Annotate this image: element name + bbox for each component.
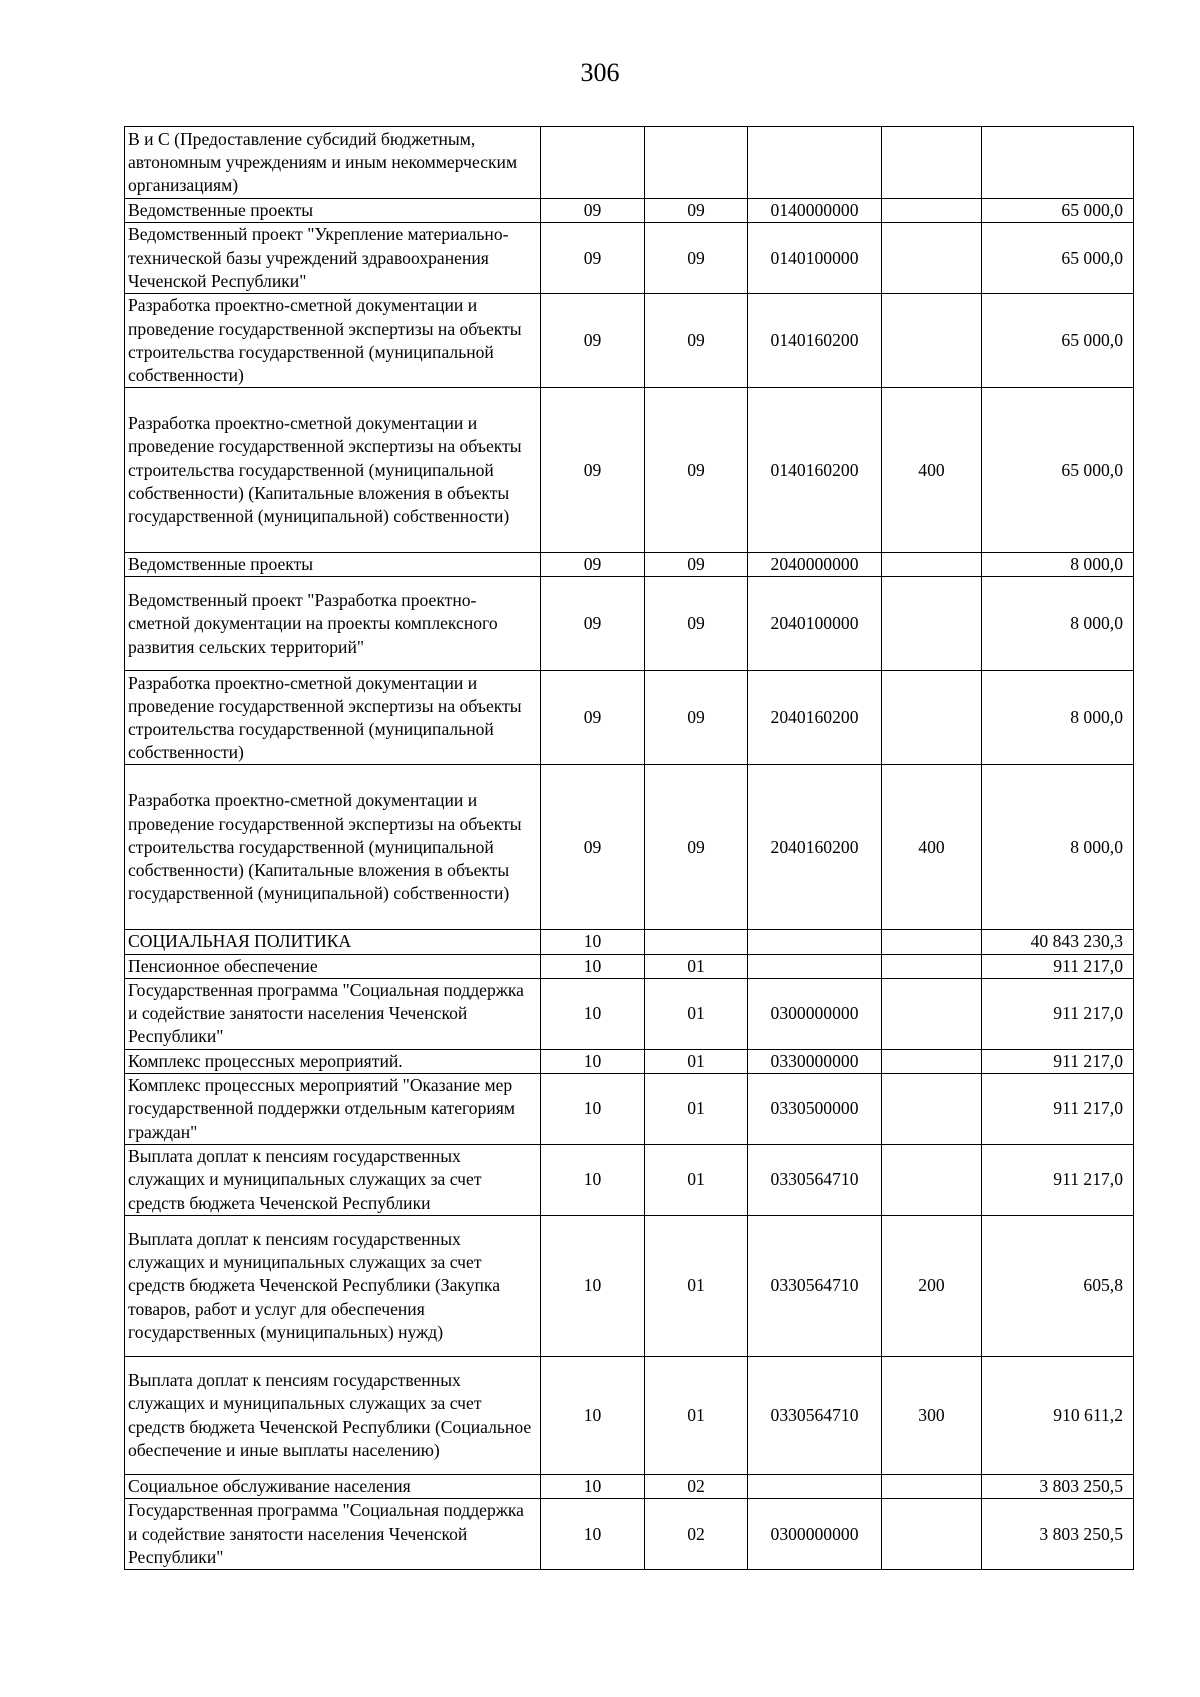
- row-expense-type: [882, 930, 982, 954]
- row-subsection: 09: [645, 199, 748, 223]
- row-expense-type: [882, 223, 982, 294]
- row-target-code: 0330500000: [748, 1074, 882, 1145]
- row-target-code: 2040000000: [748, 553, 882, 577]
- row-section: 10: [541, 1357, 645, 1475]
- row-amount: [982, 127, 1134, 199]
- page-number: 306: [580, 58, 620, 87]
- row-name: Пенсионное обеспечение: [125, 954, 541, 978]
- row-section: 09: [541, 388, 645, 553]
- row-section: 09: [541, 577, 645, 671]
- row-target-code: 0300000000: [748, 978, 882, 1049]
- row-section: 10: [541, 978, 645, 1049]
- row-target-code: 2040160200: [748, 765, 882, 930]
- row-subsection: 01: [645, 1216, 748, 1357]
- row-section: 10: [541, 1499, 645, 1570]
- row-target-code: 0140100000: [748, 223, 882, 294]
- row-subsection: [645, 127, 748, 199]
- row-subsection: 09: [645, 223, 748, 294]
- row-subsection: 09: [645, 294, 748, 388]
- row-expense-type: 400: [882, 765, 982, 930]
- row-expense-type: [882, 954, 982, 978]
- row-expense-type: [882, 1499, 982, 1570]
- row-target-code: 0330564710: [748, 1216, 882, 1357]
- table-row: [125, 1145, 1134, 1216]
- row-section: 10: [541, 1049, 645, 1073]
- row-target-code: [748, 127, 882, 199]
- row-section: 10: [541, 954, 645, 978]
- row-amount: 3 803 250,5: [982, 1475, 1134, 1499]
- row-name: Государственная программа "Социальная поддержка и содействие занятости населения Чеченской Республики": [125, 1499, 541, 1570]
- row-subsection: 01: [645, 1357, 748, 1475]
- row-expense-type: [882, 1074, 982, 1145]
- row-subsection: 09: [645, 577, 748, 671]
- row-amount: 8 000,0: [982, 671, 1134, 765]
- row-name: Комплекс процессных мероприятий "Оказание мер государственной поддержки отдельным категориям граждан": [125, 1074, 541, 1145]
- row-name: Выплата доплат к пенсиям государственных служащих и муниципальных служащих за счет средств бюджета Чеченской Республики: [125, 1145, 541, 1216]
- row-target-code: [748, 930, 882, 954]
- row-target-code: 0330564710: [748, 1145, 882, 1216]
- row-expense-type: 300: [882, 1357, 982, 1475]
- table-row: [125, 671, 1134, 765]
- row-section: 10: [541, 1145, 645, 1216]
- row-name: Комплекс процессных мероприятий.: [125, 1049, 541, 1073]
- row-section: 09: [541, 199, 645, 223]
- table-row: [125, 1475, 1134, 1499]
- row-expense-type: [882, 978, 982, 1049]
- table-row: [125, 765, 1134, 930]
- row-target-code: 2040100000: [748, 577, 882, 671]
- table-row: [125, 930, 1134, 954]
- row-amount: 911 217,0: [982, 1049, 1134, 1073]
- row-name: Ведомственные проекты: [125, 199, 541, 223]
- table-row: [125, 577, 1134, 671]
- row-name: Разработка проектно-сметной документации и проведение государственной экспертизы на объекты строительства государственной (муниципальной собственности) (Капитальные вложения в объекты государственной (муниципальной) собственности): [125, 765, 541, 930]
- table-row: [125, 199, 1134, 223]
- row-subsection: 01: [645, 1049, 748, 1073]
- row-section: 10: [541, 930, 645, 954]
- row-amount: 65 000,0: [982, 388, 1134, 553]
- row-subsection: 01: [645, 954, 748, 978]
- row-section: 09: [541, 553, 645, 577]
- row-amount: 8 000,0: [982, 553, 1134, 577]
- row-subsection: 09: [645, 765, 748, 930]
- row-expense-type: [882, 553, 982, 577]
- row-amount: 8 000,0: [982, 765, 1134, 930]
- row-subsection: 01: [645, 1145, 748, 1216]
- row-subsection: 02: [645, 1475, 748, 1499]
- row-amount: 605,8: [982, 1216, 1134, 1357]
- table-row: [125, 1216, 1134, 1357]
- table-row: [125, 1074, 1134, 1145]
- row-name: Ведомственные проекты: [125, 553, 541, 577]
- row-target-code: 0330564710: [748, 1357, 882, 1475]
- table-row: [125, 127, 1134, 199]
- row-section: 09: [541, 671, 645, 765]
- row-name: Ведомственный проект "Укрепление материально-технической базы учреждений здравоохранения Чеченской Республики": [125, 223, 541, 294]
- table-row: [125, 223, 1134, 294]
- row-amount: 8 000,0: [982, 577, 1134, 671]
- row-amount: 910 611,2: [982, 1357, 1134, 1475]
- row-target-code: 0300000000: [748, 1499, 882, 1570]
- row-name: Разработка проектно-сметной документации и проведение государственной экспертизы на объекты строительства государственной (муниципальной собственности) (Капитальные вложения в объекты государственной (муниципальной) собственности): [125, 388, 541, 553]
- row-expense-type: [882, 577, 982, 671]
- row-amount: 65 000,0: [982, 223, 1134, 294]
- table-row: [125, 1049, 1134, 1073]
- row-subsection: 09: [645, 553, 748, 577]
- row-target-code: [748, 954, 882, 978]
- row-expense-type: 400: [882, 388, 982, 553]
- row-name: СОЦИАЛЬНАЯ ПОЛИТИКА: [125, 930, 541, 954]
- table-row: [125, 1499, 1134, 1570]
- row-subsection: [645, 930, 748, 954]
- row-name: Выплата доплат к пенсиям государственных служащих и муниципальных служащих за счет средств бюджета Чеченской Республики (Социальное обеспечение и иные выплаты населению): [125, 1357, 541, 1475]
- row-section: 09: [541, 294, 645, 388]
- row-section: 10: [541, 1475, 645, 1499]
- row-name: Разработка проектно-сметной документации и проведение государственной экспертизы на объекты строительства государственной (муниципальной собственности): [125, 671, 541, 765]
- row-expense-type: 200: [882, 1216, 982, 1357]
- row-subsection: 01: [645, 978, 748, 1049]
- row-name: Выплата доплат к пенсиям государственных служащих и муниципальных служащих за счет средств бюджета Чеченской Республики (Закупка товаров, работ и услуг для обеспечения государственных (муниципальных) нужд): [125, 1216, 541, 1357]
- row-subsection: 09: [645, 388, 748, 553]
- row-name: Социальное обслуживание населения: [125, 1475, 541, 1499]
- row-section: [541, 127, 645, 199]
- row-target-code: 2040160200: [748, 671, 882, 765]
- row-amount: 3 803 250,5: [982, 1499, 1134, 1570]
- row-name: В и С (Предоставление субсидий бюджетным, автономным учреждениям и иным некоммерческим организациям): [125, 127, 541, 199]
- row-subsection: 09: [645, 671, 748, 765]
- row-section: 09: [541, 765, 645, 930]
- row-expense-type: [882, 1145, 982, 1216]
- row-subsection: 02: [645, 1499, 748, 1570]
- row-name: Разработка проектно-сметной документации и проведение государственной экспертизы на объекты строительства государственной (муниципальной собственности): [125, 294, 541, 388]
- row-amount: 65 000,0: [982, 199, 1134, 223]
- table-row: [125, 978, 1134, 1049]
- row-expense-type: [882, 127, 982, 199]
- row-name: Государственная программа "Социальная поддержка и содействие занятости населения Чеченской Республики": [125, 978, 541, 1049]
- row-amount: 40 843 230,3: [982, 930, 1134, 954]
- table-row: [125, 1357, 1134, 1475]
- table-row: [125, 954, 1134, 978]
- row-expense-type: [882, 1049, 982, 1073]
- row-target-code: 0330000000: [748, 1049, 882, 1073]
- row-subsection: 01: [645, 1074, 748, 1145]
- row-target-code: 0140160200: [748, 294, 882, 388]
- table-row: [125, 388, 1134, 553]
- table-row: [125, 553, 1134, 577]
- row-target-code: 0140160200: [748, 388, 882, 553]
- row-section: 10: [541, 1216, 645, 1357]
- row-expense-type: [882, 671, 982, 765]
- row-target-code: 0140000000: [748, 199, 882, 223]
- row-amount: 65 000,0: [982, 294, 1134, 388]
- row-section: 09: [541, 223, 645, 294]
- row-expense-type: [882, 294, 982, 388]
- row-section: 10: [541, 1074, 645, 1145]
- row-target-code: [748, 1475, 882, 1499]
- row-amount: 911 217,0: [982, 1145, 1134, 1216]
- table-row: [125, 294, 1134, 388]
- budget-table: [124, 126, 1134, 1570]
- row-amount: 911 217,0: [982, 1074, 1134, 1145]
- row-expense-type: [882, 1475, 982, 1499]
- row-amount: 911 217,0: [982, 978, 1134, 1049]
- row-expense-type: [882, 199, 982, 223]
- row-name: Ведомственный проект "Разработка проектно-сметной документации на проекты комплексного развития сельских территорий": [125, 577, 541, 671]
- row-amount: 911 217,0: [982, 954, 1134, 978]
